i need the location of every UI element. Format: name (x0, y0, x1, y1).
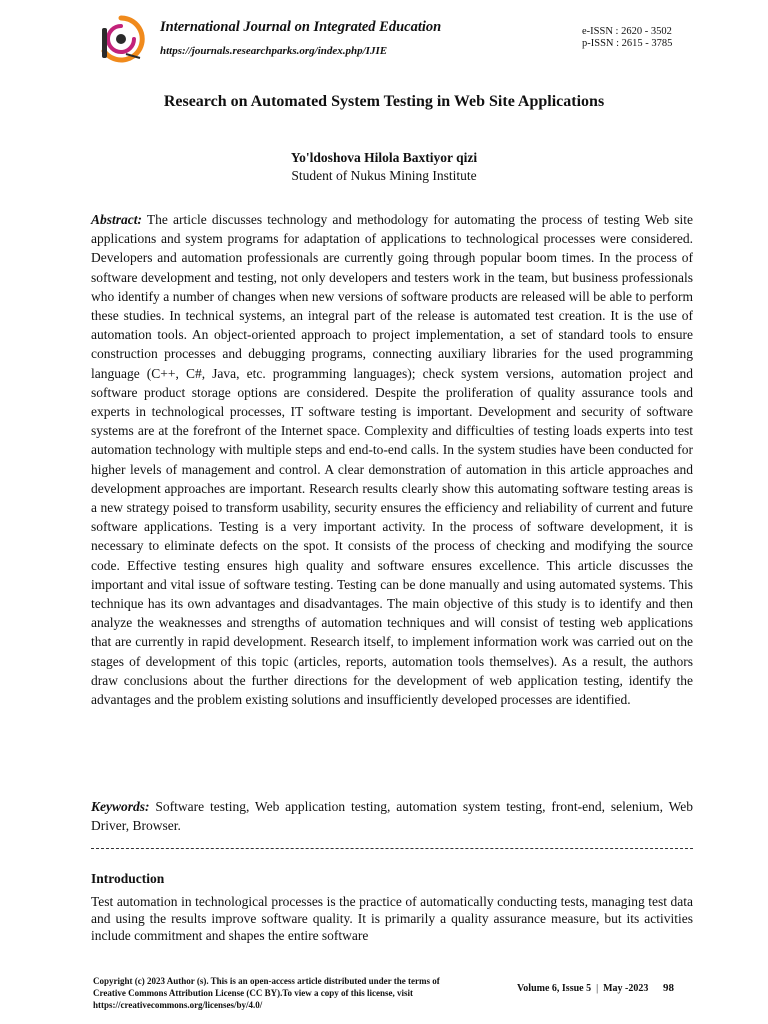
keywords-label: Keywords: (91, 799, 150, 814)
abstract-label: Abstract: (91, 212, 143, 227)
issn-block (582, 26, 672, 50)
article-title: Research on Automated System Testing in Web Site Applications (163, 93, 605, 110)
issue-info (517, 983, 648, 994)
issue-date: May -2023 (603, 983, 649, 994)
author-affiliation: Student of Nukus Mining Institute (291, 168, 477, 183)
eissn: e-ISSN : 2620 - 3502 (582, 26, 672, 37)
page-number: 98 (663, 982, 674, 994)
journal-url-link[interactable]: https://journals.researchparks.org/index.php/IJIE (160, 45, 388, 57)
volume-issue: Volume 6, Issue 5 (517, 983, 592, 994)
keywords-text: Software testing, Web application testing, automation system testing, front-end, selenium, Web Driver, Browser. (91, 799, 694, 833)
pissn: p-ISSN : 2615 - 3785 (582, 38, 673, 49)
introduction-heading: Introduction (91, 871, 165, 886)
keywords-paragraph (91, 797, 693, 835)
author-name: Yo'ldoshova Hilola Baxtiyor qizi (290, 150, 478, 165)
separator: | (596, 983, 599, 994)
abstract-text: The article discusses technology and methodology for automating the process of testing Web site applications and system programs for adaptation of applications to technological processes were considered. Developers and automation professionals are currently going through popular boom times. In the process of software development and testing, not only developers and testers work in the team, but business professionals who identify a number of changes when new versions of software products are released will be able to perform these studies. In technical systems, an integral part of the release is automated test creation. It is the use of automation tools. An object-oriented approach to project implementation, a set of standard tools to ensure construction processes and debugging programs, connecting auxiliary libraries for the used programming language (C++, C#, Java, etc. programming languages); check system versions, automation project and software product storage options are considered. Despite the proliferation of quality assurance tools and experts in technological processes, IT software testing is important. Development and security of software systems are at the forefront of the Internet space. Complexity and difficulties of testing loads experts into test automation technology with multiple steps and end-to-end calls. In the system studies have been conducted for higher levels of management and control. A clear demonstration of automation in this article approaches and development approaches are important. Research results clearly show this automating software testing areas is a new strategy poised to transform usability, security ensures the efficiency and reliability of current and future software applications. Testing is a very important activity. In the process of software development, it is necessary to eliminate defects on the spot. It consists of the process of checking and modifying the source code. Effective testing ensures high quality and software ensures excellence. This article discusses the important and vital issue of software testing. Testing can be done manually and using automated systems. This technique has its own advantages and disadvantages. The main objective of this study is to identify and then analyze the weaknesses and strengths of automation techniques and will consist of testing web applications that are currently in rapid development. Research itself, to implement information work was carried out on the stages of development of this topic (articles, reports, automation tools themselves). As a result, the authors draw conclusions about the further directions for the development of web application testing, identify the advantages and the problem existing solutions and insufficiently developed processes are identified. (91, 212, 693, 708)
introduction-text: Test automation in technological processes is the practice of automatically conducting tests, managing test data and using the results improve software quality. It is primarily a quality assurance measure, but its activities include commitment and shapes the entire software (91, 894, 693, 943)
copyright-notice: Copyright (c) 2023 Author (s). This is an open-access article distributed under the terms of Creative Commons Attribution License (CC BY).To view a copy of this license, visit https://creativecommons.org/licenses/by/4.0/ (93, 976, 440, 1010)
journal-title: International Journal on Integrated Education (160, 19, 442, 35)
journal-header (96, 14, 696, 64)
research-parks-logo-icon (96, 14, 146, 64)
section-divider (91, 848, 693, 849)
abstract-paragraph (91, 210, 693, 709)
